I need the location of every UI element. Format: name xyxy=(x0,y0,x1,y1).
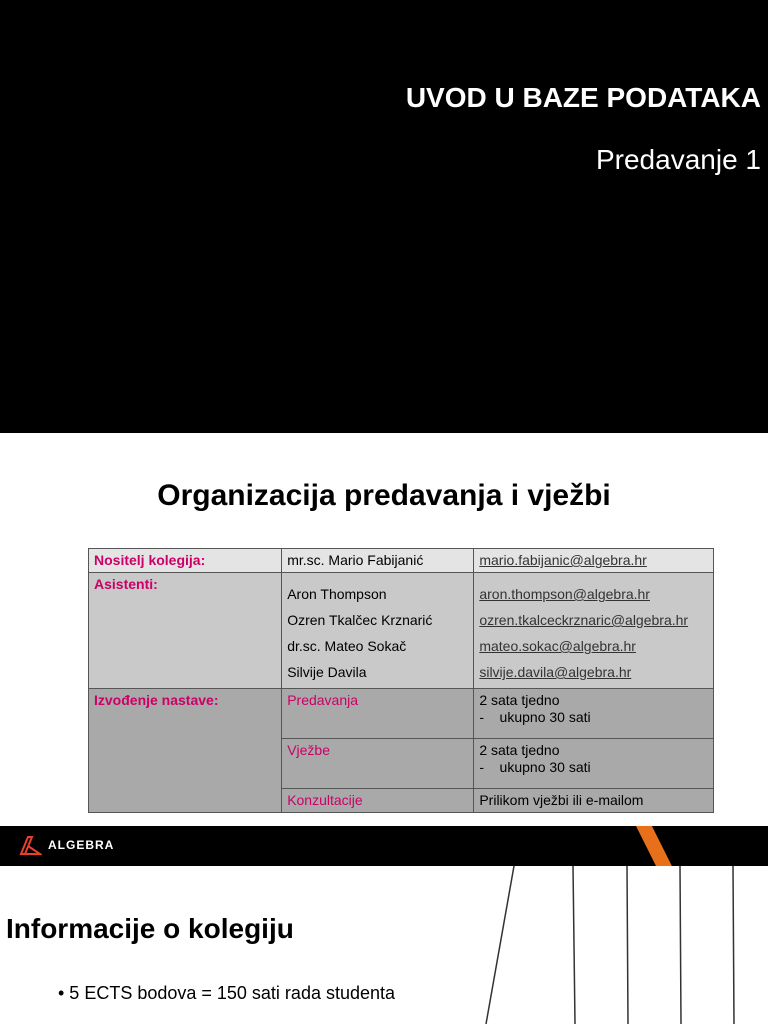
teaching-hours: 2 sata tjedno xyxy=(479,742,560,758)
assistant-email-link[interactable]: mateo.sokac@algebra.hr xyxy=(479,638,636,654)
organization-slide xyxy=(0,433,768,826)
assistant-name: dr.sc. Mateo Sokač xyxy=(287,638,407,654)
nositelj-name: mr.sc. Mario Fabijanić xyxy=(282,549,474,573)
course-info-slide xyxy=(0,826,768,1024)
assistant-name: Aron Thompson xyxy=(287,586,387,602)
assistant-name: Silvije Davila xyxy=(287,664,367,680)
assistant-email-link[interactable]: ozren.tkalceckrznaric@algebra.hr xyxy=(479,612,689,628)
title-slide xyxy=(0,0,768,433)
teaching-type: Vježbe xyxy=(282,739,474,789)
nositelj-label: Nositelj kolegija: xyxy=(89,549,282,573)
teaching-total: - ukupno 30 sati xyxy=(479,709,591,725)
slide-title: Informacije o kolegiju xyxy=(6,913,294,944)
teaching-hours: 2 sata tjedno xyxy=(479,692,560,708)
bullet-item: • 5 ECTS bodova = 150 sati rada studenta xyxy=(58,983,396,1003)
course-title: UVOD U BAZE PODATAKA xyxy=(405,82,761,113)
teaching-total: - ukupno 30 sati xyxy=(479,759,591,775)
assistant-email-link[interactable]: silvije.davila@algebra.hr xyxy=(479,664,632,680)
table-row xyxy=(89,549,714,573)
izvodenje-label: Izvođenje nastave: xyxy=(89,689,282,813)
consultation-info: Prilikom vježbi ili e-mailom xyxy=(474,789,714,813)
lecture-subtitle: Predavanje 1 xyxy=(595,144,761,175)
assistant-name: Ozren Tkalčec Krznarić xyxy=(287,612,433,628)
logo-text: ALGEBRA xyxy=(48,838,115,852)
asistenti-label: Asistenti: xyxy=(89,573,282,689)
table-row xyxy=(89,689,714,739)
teaching-type: Konzultacije xyxy=(282,789,474,813)
organization-table xyxy=(88,548,714,813)
assistant-email-link[interactable]: aron.thompson@algebra.hr xyxy=(479,586,650,602)
table-row xyxy=(89,573,714,689)
teaching-type: Predavanja xyxy=(282,689,474,739)
nositelj-email-link[interactable]: mario.fabijanic@algebra.hr xyxy=(479,552,647,568)
slide-title: Organizacija predavanja i vježbi xyxy=(157,479,611,512)
